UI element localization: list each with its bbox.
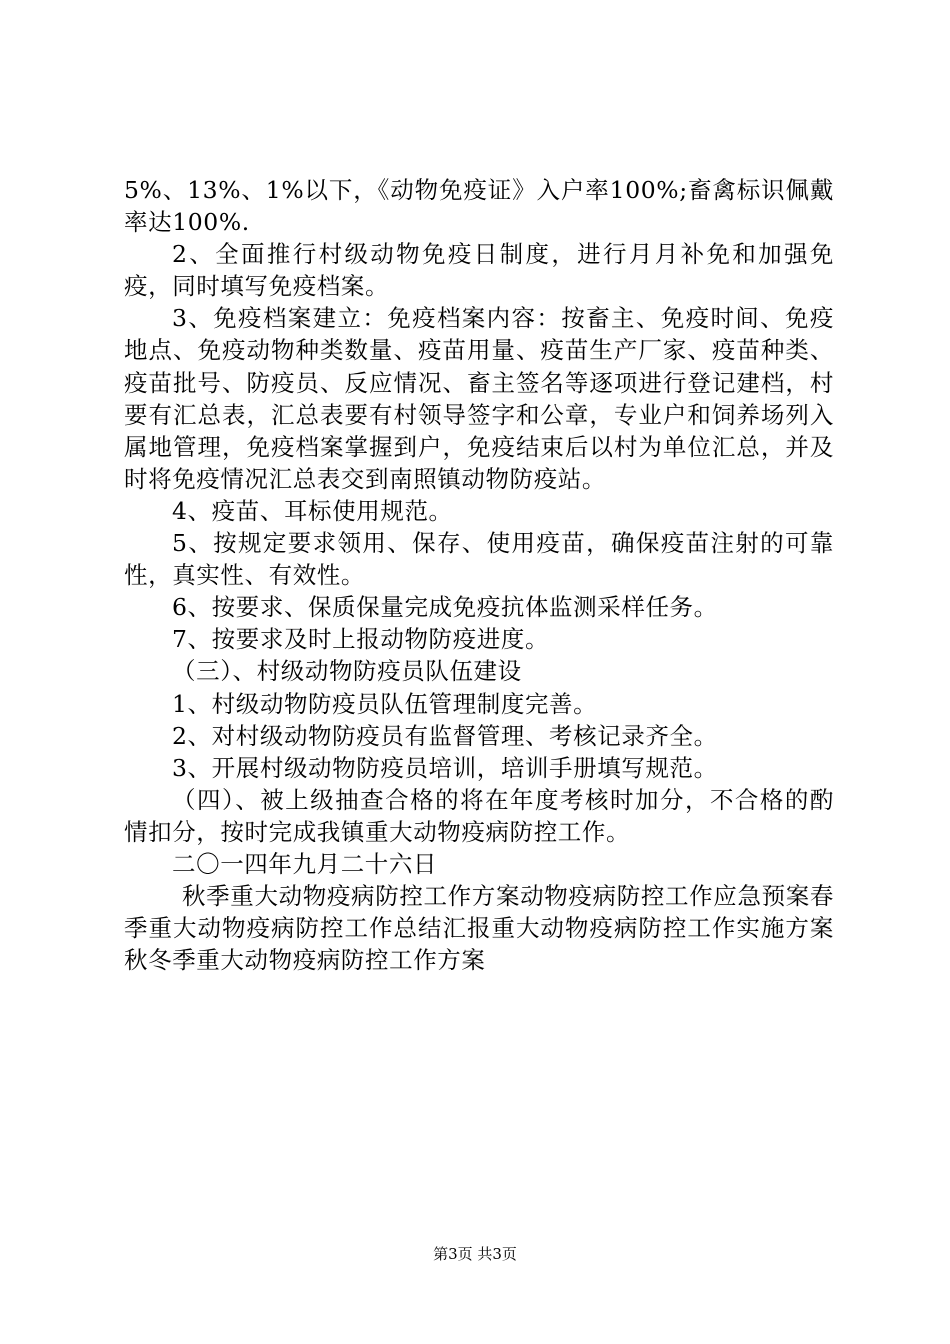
document-date: 二〇一四年九月二十六日 xyxy=(172,849,438,878)
paragraph-team-3: 3、开展村级动物防疫员培训，培训手册填写规范。 xyxy=(172,753,718,782)
section-heading-3: （三）、村级动物防疫员队伍建设 xyxy=(172,657,522,686)
document-body xyxy=(124,174,834,976)
paragraph-item-4: 4、疫苗、耳标使用规范。 xyxy=(172,496,453,525)
paragraph-rates: 5%、13%、1%以下，《动物免疫证》入户率100%;畜禽标识佩戴率达100%. xyxy=(124,176,834,237)
paragraph-team-1: 1、村级动物防疫员队伍管理制度完善。 xyxy=(172,689,598,718)
section-heading-4: （四）、被上级抽查合格的将在年度考核时加分，不合格的酌情扣分，按时完成我镇重大动物疫病防控工作。 xyxy=(124,785,834,846)
paragraph-item-2: 2、全面推行村级动物免疫日制度，进行月月补免和加强免疫，同时填写免疫档案。 xyxy=(124,240,834,301)
paragraph-item-3: 3、免疫档案建立：免疫档案内容：按畜主、免疫时间、免疫地点、免疫动物种类数量、疫苗用量、疫苗生产厂家、疫苗种类、疫苗批号、防疫员、反应情况、畜主签名等逐项进行登记建档，村要有汇总表，汇总表要有村领导签字和公章，专业户和饲养场列入属地管理，免疫档案掌握到户，免疫结束后以村为单位汇总，并及时将免疫情况汇总表交到南照镇动物防疫站。 xyxy=(124,304,834,493)
related-titles: 秋季重大动物疫病防控工作方案动物疫病防控工作应急预案春季重大动物疫病防控工作总结汇报重大动物疫病防控工作实施方案秋冬季重大动物疫病防控工作方案 xyxy=(124,882,834,975)
paragraph-team-2: 2、对村级动物防疫员有监督管理、考核记录齐全。 xyxy=(172,721,718,750)
paragraph-item-7: 7、按要求及时上报动物防疫进度。 xyxy=(172,625,550,654)
page-number-footer: 第3页 共3页 xyxy=(433,1245,517,1263)
paragraph-item-5: 5、按规定要求领用、保存、使用疫苗，确保疫苗注射的可靠性，真实性、有效性。 xyxy=(124,529,834,590)
paragraph-item-6: 6、按要求、保质保量完成免疫抗体监测采样任务。 xyxy=(172,593,718,622)
